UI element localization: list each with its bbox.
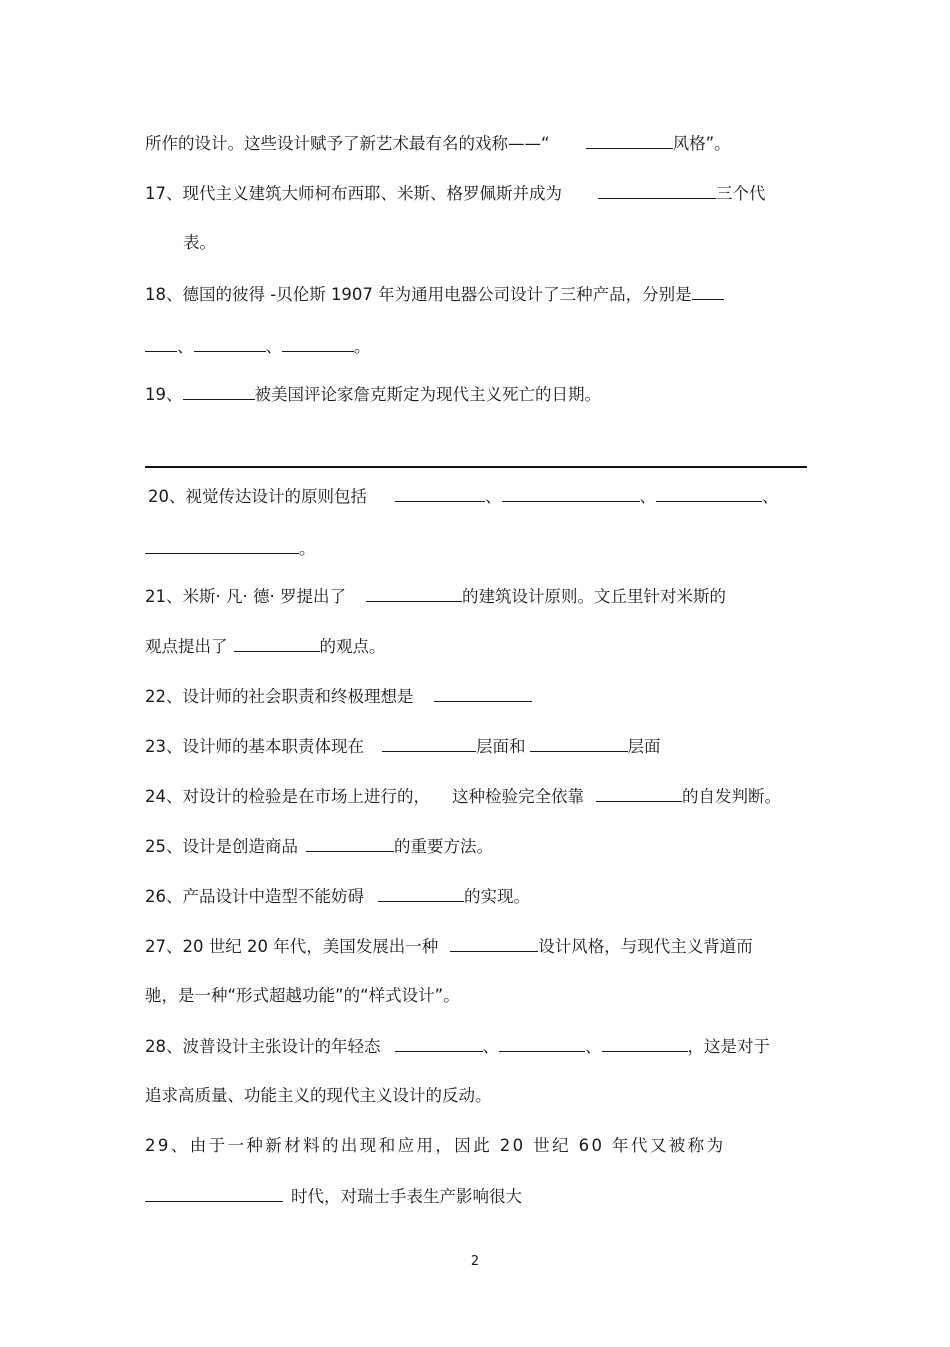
q19-number: 19、: [145, 385, 183, 404]
q23-text-end: 层面: [627, 737, 661, 756]
q21-text: 21、米斯· 凡· 德· 罗提出了: [145, 587, 346, 606]
question-24: [145, 786, 781, 807]
question-28-line2: [145, 1086, 492, 1106]
q23-text-mid: 层面和: [476, 737, 526, 756]
q22-text: 22、设计师的社会职责和终极理想是: [145, 687, 414, 706]
q17-text-line2: 表。: [183, 233, 216, 252]
q25-text-end: 的重要方法。: [394, 837, 493, 856]
q23-text: 23、设计师的基本职责体现在: [145, 737, 364, 756]
q27-text-end: 设计风格，与现代主义背道而: [538, 937, 753, 956]
page-number: 2: [470, 1254, 480, 1269]
q18-text: 18、德国的彼得 -贝伦斯 1907 年为通用电器公司设计了三种产品，分别是: [145, 285, 692, 304]
q20-sep-2: 、: [639, 487, 656, 506]
q18-blank-1b: [145, 336, 177, 352]
q29-blank: [145, 1186, 283, 1202]
q29-text: 29、由于一种新材料的出现和应用，因此 20 世纪 60 年代又被称为: [145, 1136, 726, 1155]
q23-blank-2: [530, 736, 628, 752]
q27-blank: [450, 936, 538, 952]
q28-blank-2: [499, 1036, 585, 1052]
q20-end: 。: [299, 539, 316, 558]
q27-text: 27、20 世纪 20 年代，美国发展出一种: [145, 937, 439, 956]
question-17-line2: [183, 233, 216, 253]
q19-text: 被美国评论家詹克斯定为现代主义死亡的日期。: [254, 385, 601, 404]
question-21: [145, 586, 726, 607]
q26-text: 26、产品设计中造型不能妨碍: [145, 887, 364, 906]
q28-sep-1: 、: [482, 1037, 499, 1056]
q21-blank-2: [234, 636, 320, 652]
question-18: [145, 284, 724, 305]
q20-sep-3: 、: [762, 487, 779, 506]
q27-text-line2: 驰，是一种“形式超越功能”的“样式设计”。: [145, 986, 460, 1005]
q20-blank-4: [145, 538, 299, 554]
q17-blank: [598, 183, 716, 199]
q24-text: 24、对设计的检验是在市场上进行的，: [145, 787, 430, 806]
q29-text-line2: 时代，对瑞士手表生产影响很大: [291, 1187, 522, 1206]
q18-blank-3: [282, 336, 354, 352]
q20-blank-3: [656, 486, 762, 502]
q28-text: 28、波普设计主张设计的年轻态: [145, 1037, 381, 1056]
question-21-line2: [145, 636, 386, 657]
q28-blank-3: [602, 1036, 688, 1052]
q26-blank: [378, 886, 464, 902]
q20-text: 20、视觉传达设计的原则包括: [148, 487, 367, 506]
q23-blank-1: [382, 736, 476, 752]
q16-continuation: [145, 133, 731, 154]
q16-text-end: 风格”。: [672, 134, 731, 153]
question-20-line2: [145, 538, 316, 559]
q21-text-end: 的建筑设计原则。文丘里针对米斯的: [461, 587, 726, 606]
question-19: [145, 384, 601, 405]
q24-blank: [596, 786, 682, 802]
question-27-line2: [145, 986, 460, 1006]
q16-text: 所作的设计。这些设计赋予了新艺术最有名的戏称——“: [145, 134, 550, 153]
q28-blank-1: [395, 1036, 483, 1052]
question-22: [145, 686, 532, 707]
question-25: [145, 836, 493, 857]
q28-text-end: ，这是对于: [687, 1037, 770, 1056]
question-29-line2: [145, 1186, 522, 1207]
q17-text: 17、现代主义建筑大师柯布西耶、米斯、格罗佩斯并成为: [145, 184, 562, 203]
q21-blank-1: [366, 586, 462, 602]
question-26: [145, 886, 530, 907]
question-23: [145, 736, 661, 757]
q24-text-end: 的自发判断。: [682, 787, 781, 806]
question-28: [145, 1036, 770, 1057]
question-20: [148, 486, 779, 507]
question-17: [145, 183, 766, 204]
q18-sep-2: 、: [265, 337, 282, 356]
q20-sep-1: 、: [485, 487, 502, 506]
q28-sep-2: 、: [585, 1037, 602, 1056]
q28-text-line2: 追求高质量、功能主义的现代主义设计的反动。: [145, 1086, 492, 1105]
q18-blank-2: [194, 336, 266, 352]
question-18-line2: [145, 336, 371, 357]
q18-sep-1: 、: [177, 337, 194, 356]
q25-blank: [306, 836, 394, 852]
q21-text-line2: 观点提出了: [145, 637, 228, 656]
q25-text: 25、设计是创造商品: [145, 837, 298, 856]
question-29: [145, 1136, 725, 1156]
q18-end: 。: [354, 337, 371, 356]
question-27: [145, 936, 753, 957]
q17-text-end: 三个代: [716, 184, 766, 203]
q22-blank: [434, 686, 532, 702]
q16-blank: [586, 133, 673, 149]
q20-blank-1: [395, 486, 485, 502]
q18-blank-1a: [692, 284, 724, 300]
q24-text-mid: 这种检验完全依靠: [452, 787, 584, 806]
section-divider: [145, 466, 807, 468]
q21-text-line2-end: 的观点。: [319, 637, 386, 656]
q20-blank-2: [502, 486, 640, 502]
q26-text-end: 的实现。: [464, 887, 530, 906]
q19-blank: [183, 384, 255, 400]
